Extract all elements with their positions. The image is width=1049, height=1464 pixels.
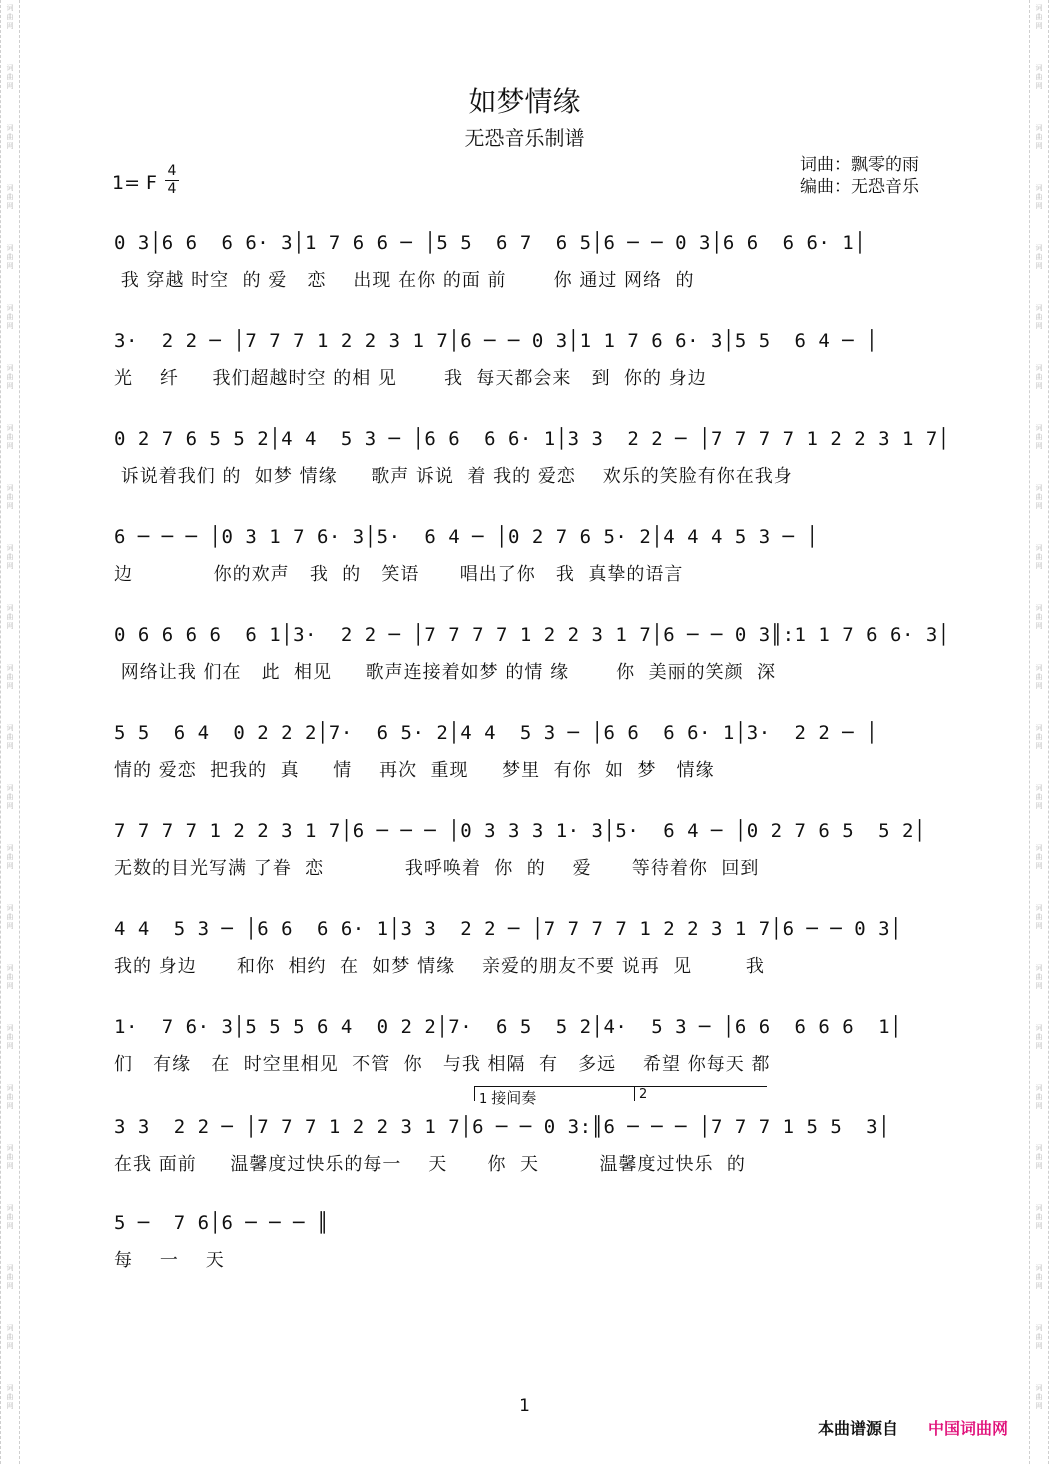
time-signature-top: 4 xyxy=(167,163,177,179)
lyrics-music-credit: 词曲：飘零的雨 xyxy=(800,155,919,175)
watermark-mark: 词 曲 网 xyxy=(6,1144,14,1170)
score-system-11 xyxy=(114,1206,944,1286)
arrangement-credit: 编曲：无恐音乐 xyxy=(800,177,919,197)
watermark-mark: 词 曲 网 xyxy=(1035,544,1043,570)
watermark-mark: 词 曲 网 xyxy=(6,4,14,30)
lyrics-line: 我 穿越 时空 的 爱 恋 出现 在你 的面 前 你 通过 网络 的 xyxy=(114,270,695,291)
watermark-mark: 词 曲 网 xyxy=(6,724,14,750)
left-watermark-strip xyxy=(0,0,20,1464)
watermark-mark: 词 曲 网 xyxy=(1035,1144,1043,1170)
watermark-mark: 词 曲 网 xyxy=(1035,1384,1043,1410)
notation-line: 4 4 5 3 ─ │6 6 6 6· 1│3 3 2 2 ─ │7 7 7 7 1 2 2 3 1 7│6 ─ ─ 0 3│ xyxy=(114,918,902,940)
watermark-mark: 词 曲 网 xyxy=(1035,1264,1043,1290)
watermark-mark: 词 曲 网 xyxy=(1035,124,1043,150)
volta-number-2: 2 xyxy=(639,1087,648,1102)
watermark-mark: 词 曲 网 xyxy=(6,604,14,630)
watermark-mark: 词 曲 网 xyxy=(1035,364,1043,390)
watermark-mark: 词 曲 网 xyxy=(1035,844,1043,870)
right-watermark-strip xyxy=(1029,0,1049,1464)
watermark-mark: 词 曲 网 xyxy=(6,904,14,930)
watermark-mark: 词 曲 网 xyxy=(6,244,14,270)
score-system-8 xyxy=(114,912,944,992)
lyrics-line: 光 纤 我们超越时空 的相 见 我 每天都会来 到 你的 身边 xyxy=(114,368,707,389)
volta-number-1: 1 xyxy=(479,1092,488,1107)
key-signature: 1= F xyxy=(112,172,157,194)
song-title: 如梦情缘 xyxy=(468,85,581,118)
watermark-mark: 词 曲 网 xyxy=(1035,604,1043,630)
notation-line: 5 ─ 7 6│6 ─ ─ ─ ║ xyxy=(114,1212,329,1234)
watermark-mark: 词 曲 网 xyxy=(1035,424,1043,450)
lyrics-line: 诉说着我们 的 如梦 情缘 歌声 诉说 着 我的 爱恋 欢乐的笑脸有你在我身 xyxy=(114,466,793,487)
watermark-mark: 词 曲 网 xyxy=(6,1324,14,1350)
score-system-7 xyxy=(114,814,944,894)
lyrics-line: 边 你的欢声 我 的 笑语 唱出了你 我 真挚的语言 xyxy=(114,564,684,585)
watermark-mark: 词 曲 网 xyxy=(6,484,14,510)
score-system-2 xyxy=(114,324,944,404)
score-system-9 xyxy=(114,1010,944,1090)
watermark-mark: 词 曲 网 xyxy=(6,1384,14,1410)
score-system-4 xyxy=(114,520,944,600)
watermark-mark: 词 曲 网 xyxy=(6,364,14,390)
watermark-mark: 词 曲 网 xyxy=(1035,964,1043,990)
watermark-mark: 词 曲 网 xyxy=(1035,784,1043,810)
watermark-mark: 词 曲 网 xyxy=(6,844,14,870)
score-system-3 xyxy=(114,422,950,502)
watermark-mark: 词 曲 网 xyxy=(6,1204,14,1230)
watermark-mark: 词 曲 网 xyxy=(1035,184,1043,210)
watermark-mark: 词 曲 网 xyxy=(6,124,14,150)
score-system-10 xyxy=(114,1110,944,1190)
watermark-mark: 词 曲 网 xyxy=(6,424,14,450)
lyrics-line: 情的 爱恋 把我的 真 情 再次 重现 梦里 有你 如 梦 情缘 xyxy=(114,760,715,781)
watermark-mark: 词 曲 网 xyxy=(1035,904,1043,930)
notation-line: 0 2 7 6 5 5 2│4 4 5 3 ─ │6 6 6 6· 1│3 3 2 2 ─ │7 7 7 7 1 2 2 3 1 7│ xyxy=(114,428,950,450)
score-system-1 xyxy=(114,226,944,306)
watermark-mark: 词 曲 网 xyxy=(1035,664,1043,690)
watermark-mark: 词 曲 网 xyxy=(1035,304,1043,330)
watermark-mark: 词 曲 网 xyxy=(1035,244,1043,270)
watermark-mark: 词 曲 网 xyxy=(6,304,14,330)
notation-line: 3 3 2 2 ─ │7 7 7 1 2 2 3 1 7│6 ─ ─ 0 3:║6 ─ ─ ─ │7 7 7 1 5 5 3│ xyxy=(114,1116,891,1138)
notation-line: 0 3│6 6 6 6· 3│1 7 6 6 ─ │5 5 6 7 6 5│6 ─ ─ 0 3│6 6 6 6· 1│ xyxy=(114,232,867,254)
lyrics-line: 网络让我 们在 此 相见 歌声连接着如梦 的情 缘 你 美丽的笑颜 深 xyxy=(114,662,777,683)
source-site-link[interactable]: 中国词曲网 xyxy=(928,1419,1009,1438)
lyrics-line: 我的 身边 和你 相约 在 如梦 情缘 亲爱的朋友不要 说再 见 我 xyxy=(114,956,765,977)
notation-line: 0 6 6 6 6 6 1│3· 2 2 ─ │7 7 7 7 1 2 2 3 1 7│6 ─ ─ 0 3║:1 1 7 6 6· 3│ xyxy=(114,624,950,646)
page-number: 1 xyxy=(519,1396,530,1416)
notation-line: 3· 2 2 ─ │7 7 7 1 2 2 3 1 7│6 ─ ─ 0 3│1 1 7 6 6· 3│5 5 6 4 ─ │ xyxy=(114,330,879,352)
volta-label: 接间奏 xyxy=(491,1089,537,1107)
notation-line: 7 7 7 7 1 2 2 3 1 7│6 ─ ─ ─ │0 3 3 3 1· 3│5· 6 4 ─ │0 2 7 6 5 5 2│ xyxy=(114,820,926,842)
notation-line: 1· 7 6· 3│5 5 5 6 4 0 2 2│7· 6 5 5 2│4· 5 3 ─ │6 6 6 6 6 1│ xyxy=(114,1016,902,1038)
watermark-mark: 词 曲 网 xyxy=(6,784,14,810)
watermark-mark: 词 曲 网 xyxy=(1035,724,1043,750)
watermark-mark: 词 曲 网 xyxy=(1035,1204,1043,1230)
lyrics-line: 无数的目光写满 了眷 恋 我呼唤着 你 的 爱 等待着你 回到 xyxy=(114,858,760,879)
watermark-mark: 词 曲 网 xyxy=(6,544,14,570)
watermark-mark: 词 曲 网 xyxy=(1035,1024,1043,1050)
watermark-mark: 词 曲 网 xyxy=(1035,1084,1043,1110)
time-signature-bottom: 4 xyxy=(167,181,177,197)
watermark-mark: 词 曲 网 xyxy=(1035,4,1043,30)
lyrics-line: 们 有缘 在 时空里相见 不管 你 与我 相隔 有 多远 希望 你每天 都 xyxy=(114,1054,771,1075)
watermark-mark: 词 曲 网 xyxy=(1035,484,1043,510)
notation-line: 5 5 6 4 0 2 2 2│7· 6 5· 2│4 4 5 3 ─ │6 6 6 6· 1│3· 2 2 ─ │ xyxy=(114,722,879,744)
watermark-mark: 词 曲 网 xyxy=(6,1264,14,1290)
lyrics-line: 每 一 天 xyxy=(114,1250,225,1271)
watermark-mark: 词 曲 网 xyxy=(6,64,14,90)
watermark-mark: 词 曲 网 xyxy=(1035,64,1043,90)
watermark-mark: 词 曲 网 xyxy=(6,1084,14,1110)
score-system-6 xyxy=(114,716,944,796)
notation-line: 6 ─ ─ ─ │0 3 1 7 6· 3│5· 6 4 ─ │0 2 7 6 5· 2│4 4 4 5 3 ─ │ xyxy=(114,526,819,548)
score-system-5 xyxy=(114,618,950,698)
watermark-mark: 词 曲 网 xyxy=(6,964,14,990)
time-signature xyxy=(165,164,179,197)
volta-bracket-2 xyxy=(634,1086,767,1101)
watermark-mark: 词 曲 网 xyxy=(6,1024,14,1050)
source-label: 本曲谱源自 xyxy=(818,1419,899,1438)
volta-bracket-1 xyxy=(474,1086,634,1107)
watermark-mark: 词 曲 网 xyxy=(1035,1324,1043,1350)
song-subtitle: 无恐音乐制谱 xyxy=(464,126,585,150)
watermark-mark: 词 曲 网 xyxy=(6,664,14,690)
watermark-mark: 词 曲 网 xyxy=(6,184,14,210)
lyrics-line: 在我 面前 温馨度过快乐的每一 天 你 天 温馨度过快乐 的 xyxy=(114,1154,746,1175)
